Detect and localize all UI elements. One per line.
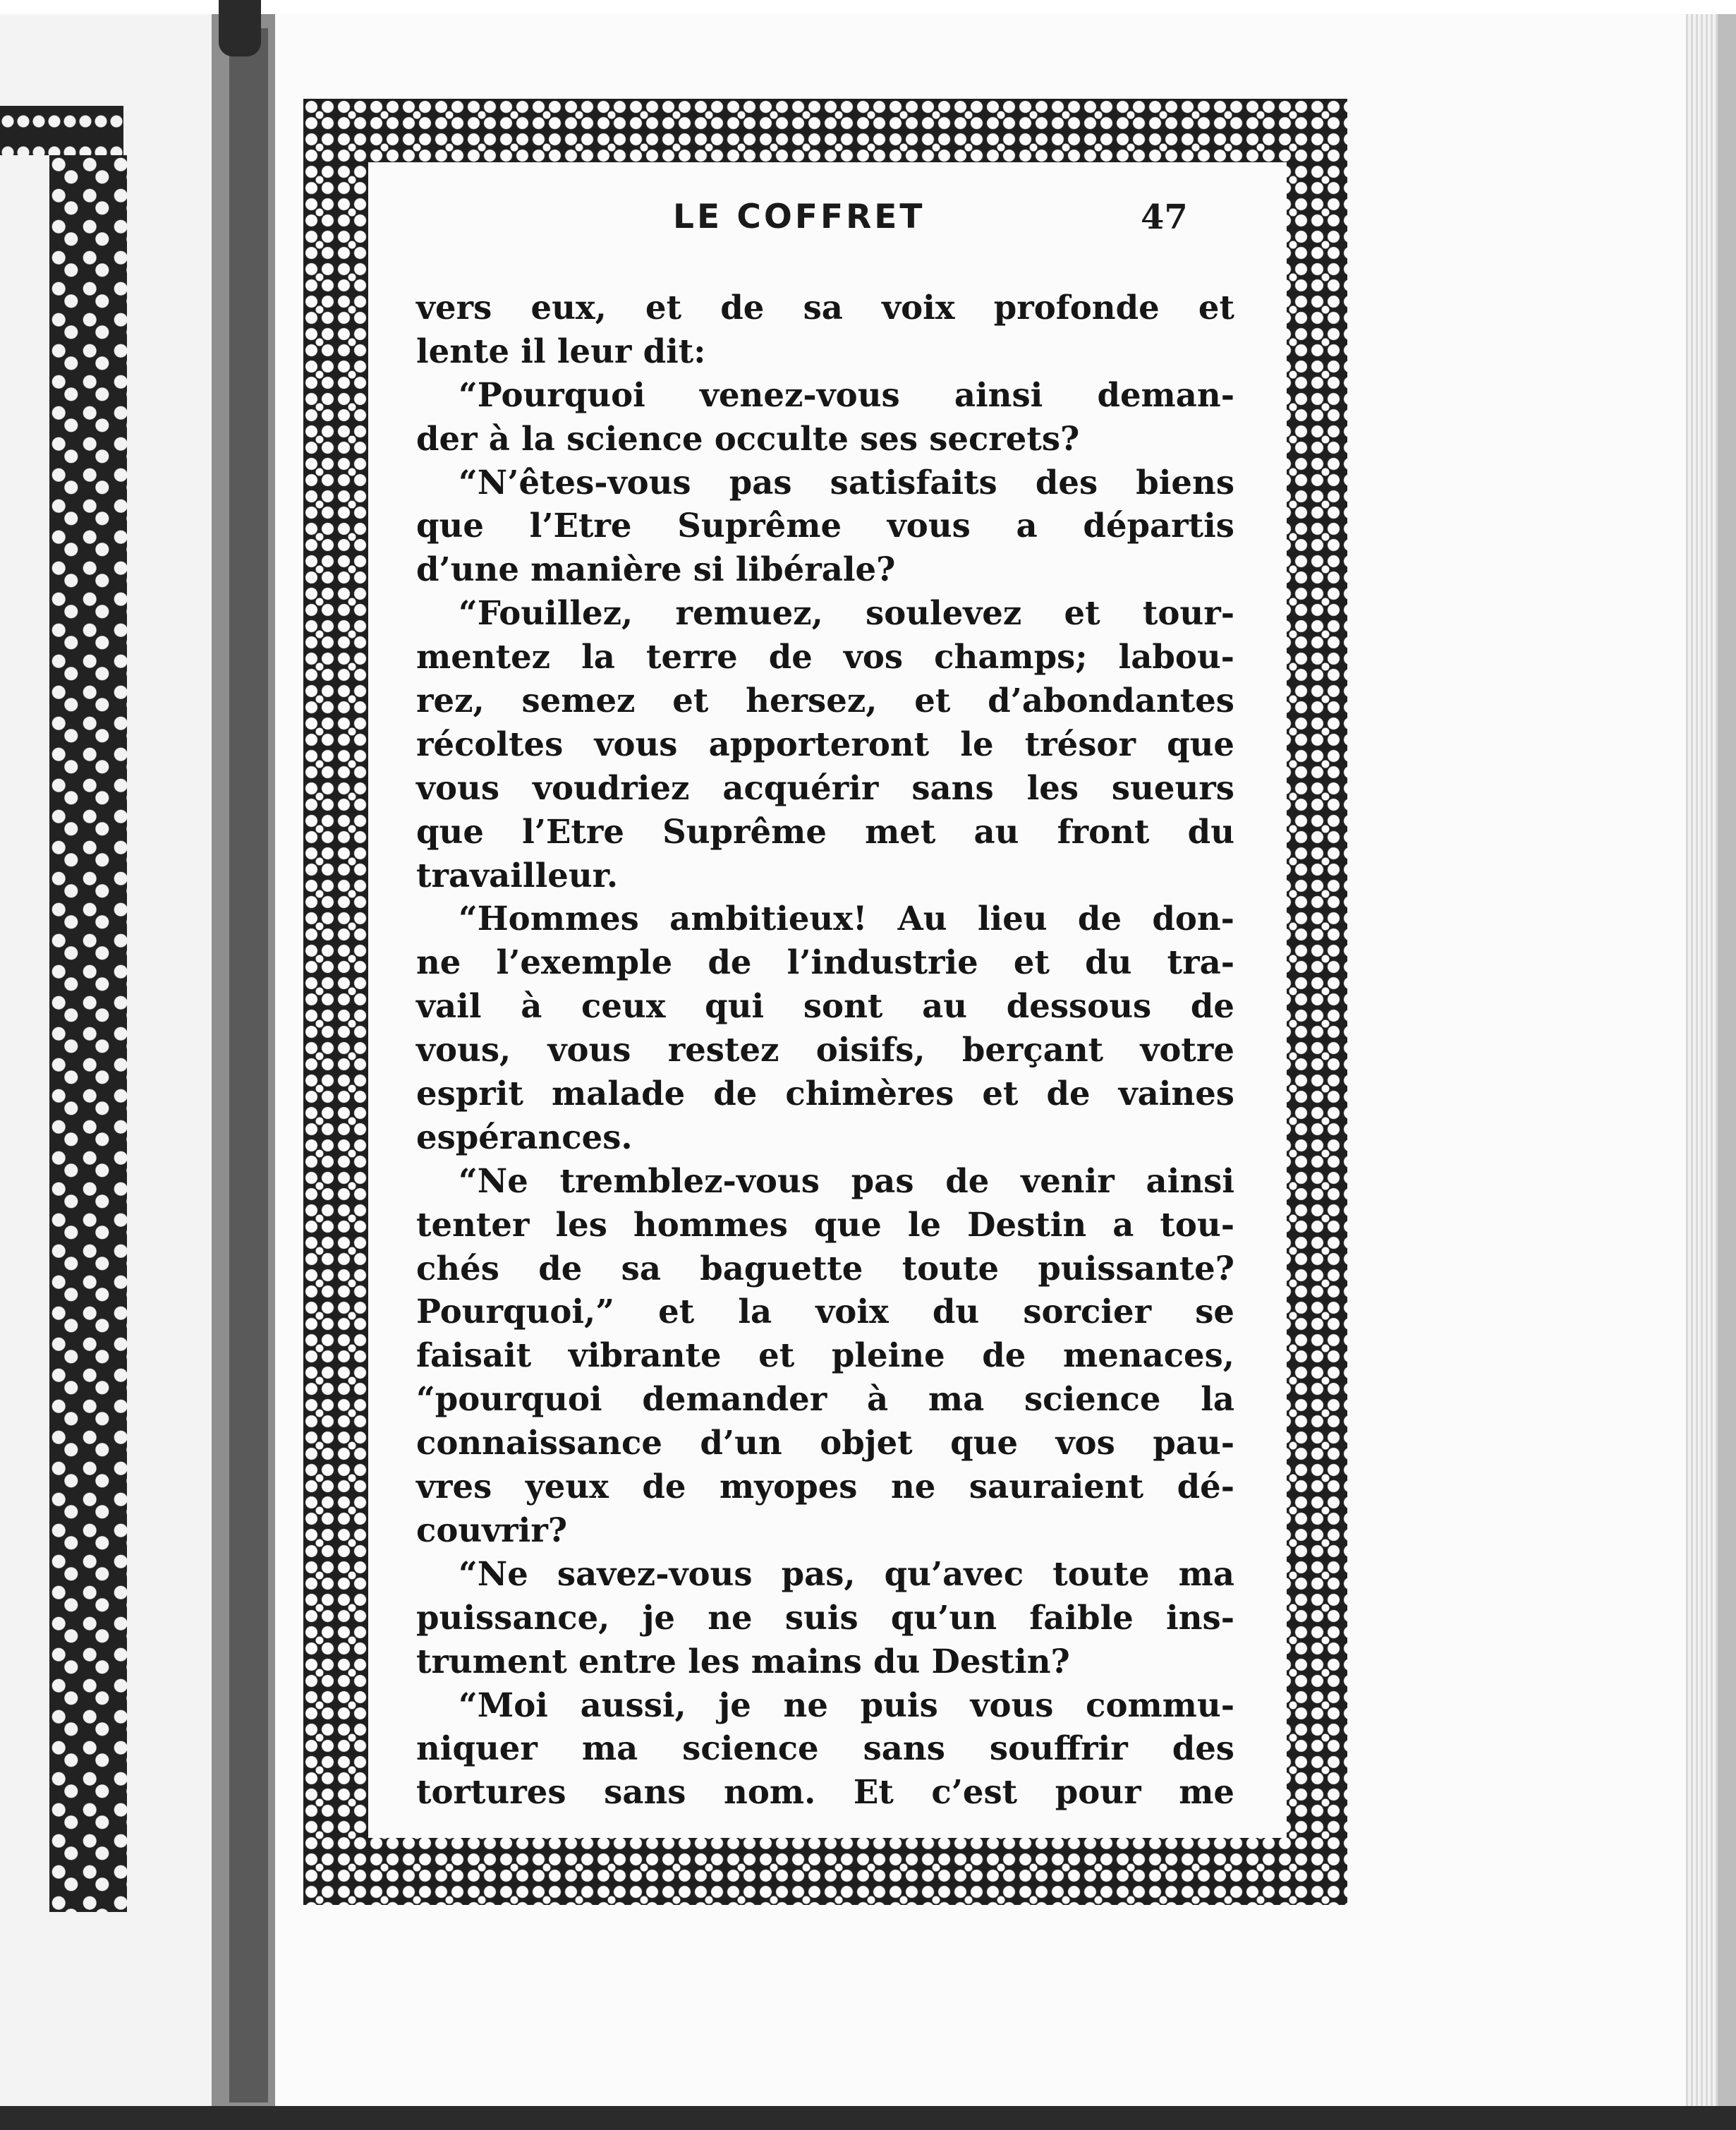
text-line: rez, semez et hersez, et d’abondantes: [416, 681, 1234, 720]
page-stack-shadow: [1718, 14, 1736, 2110]
text-line: chés de sa baguette toute puissante?: [416, 1248, 1234, 1288]
text-line: “N’êtes-vous pas satisfaits des biens: [459, 462, 1234, 502]
text-line: “pourquoi demander à ma science la: [416, 1379, 1234, 1419]
text-line: “Hommes ambitieux! Au lieu de don-: [459, 899, 1234, 938]
text-line: que l’Etre Suprême met au front du: [416, 811, 1234, 851]
text-line: trument entre les mains du Destin?: [416, 1641, 1070, 1681]
text-line: vous, vous restez oisifs, berçant votre: [416, 1030, 1234, 1070]
text-line: d’une manière si libérale?: [416, 550, 896, 589]
text-line: puissance, je ne suis qu’un faible ins-: [416, 1597, 1234, 1637]
running-head: [368, 189, 1287, 246]
text-line: Pourquoi,” et la voix du sorcier se: [416, 1292, 1234, 1331]
text-line: tenter les hommes que le Destin a tou-: [416, 1204, 1234, 1244]
text-line: mentez la terre de vos champs; labou-: [416, 637, 1234, 677]
text-line: “Ne savez-vous pas, qu’avec toute ma: [459, 1554, 1234, 1593]
text-line: faisait vibrante et pleine de menaces,: [416, 1336, 1234, 1375]
text-line: travailleur.: [416, 855, 619, 895]
text-line: lente il leur dit:: [416, 331, 706, 370]
body-text: [416, 286, 1234, 1814]
page-number: 47: [1141, 198, 1188, 237]
page-stack-edge: [1686, 14, 1718, 2110]
text-line: récoltes vous apporteront le trésor que: [416, 724, 1234, 763]
text-line: tortures sans nom. Et c’est pour me: [416, 1772, 1234, 1812]
book-gutter-shadow: [229, 28, 268, 2102]
text-line: “Moi aussi, je ne puis vous commu-: [459, 1685, 1234, 1724]
scan-bottom-edge: [0, 2106, 1736, 2130]
text-line: vres yeux de myopes ne sauraient dé-: [416, 1467, 1234, 1506]
previous-page-ornament-side: [49, 155, 127, 1912]
running-title: LE COFFRET: [673, 198, 925, 236]
text-line: der à la science occulte ses secrets?: [416, 418, 1080, 458]
text-line: ne l’exemple de l’industrie et du tra-: [416, 943, 1234, 982]
text-line: “Fouillez, remuez, soulevez et tour-: [459, 593, 1234, 633]
text-line: espérances.: [416, 1117, 633, 1156]
text-line: vers eux, et de sa voix profonde et: [416, 288, 1234, 327]
text-line: “Ne tremblez-vous pas de venir ainsi: [459, 1161, 1234, 1200]
binding-thread: [219, 0, 261, 56]
text-line: vail à ceux qui sont au dessous de: [416, 986, 1234, 1026]
text-line: connaissance d’un objet que vos pau-: [416, 1423, 1234, 1463]
text-line: couvrir?: [416, 1510, 568, 1549]
text-line: vous voudriez acquérir sans les sueurs: [416, 768, 1234, 807]
text-line: esprit malade de chimères et de vaines: [416, 1074, 1234, 1113]
text-line: “Pourquoi venez-vous ainsi deman-: [459, 375, 1234, 414]
previous-page-ornament-top: [0, 106, 123, 155]
text-line: que l’Etre Suprême vous a départis: [416, 506, 1234, 545]
text-line: niquer ma science sans souffrir des: [416, 1729, 1234, 1768]
